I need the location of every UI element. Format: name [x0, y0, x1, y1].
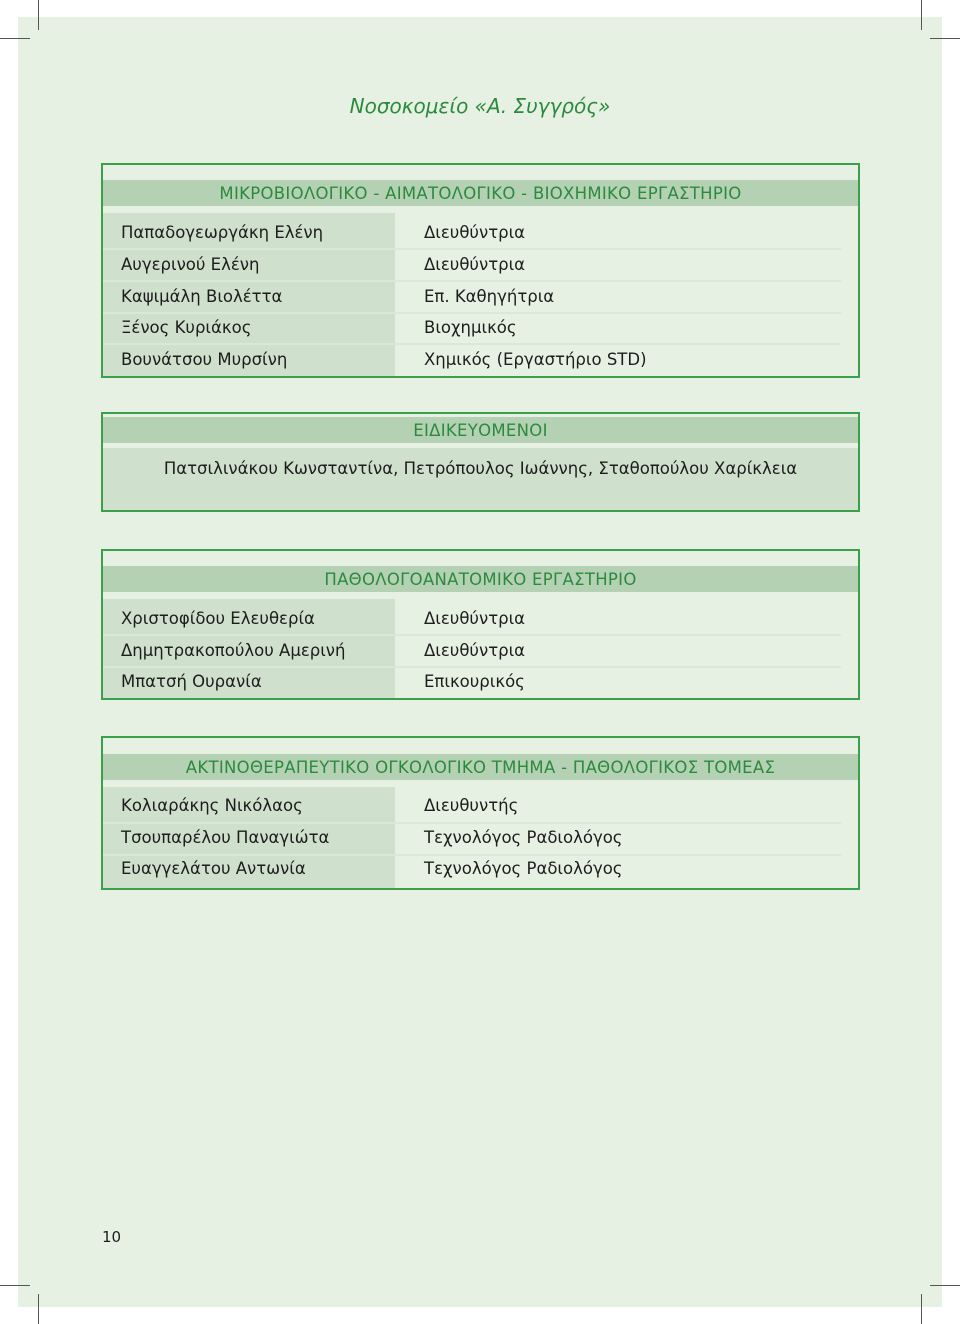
- staff-name: Καψιμάλη Βιολέττα: [121, 287, 283, 306]
- crop-mark: [930, 38, 960, 39]
- staff-role: Διευθύντρια: [424, 255, 526, 274]
- staff-name: Παπαδογεωργάκη Ελένη: [121, 223, 324, 242]
- crop-mark: [930, 1285, 960, 1286]
- staff-role: Βιοχημικός: [424, 318, 517, 337]
- staff-role: Επ. Καθηγήτρια: [424, 287, 555, 306]
- staff-role: Διευθύντρια: [424, 641, 526, 660]
- micro-lab-box: [101, 163, 860, 378]
- radiotherapy-dept-box: [101, 736, 860, 890]
- residents-box: [101, 412, 860, 512]
- staff-role: Διευθύντρια: [424, 223, 526, 242]
- staff-role: Τεχνολόγος Ραδιολόγος: [424, 859, 623, 878]
- staff-name: Ξένος Κυριάκος: [121, 318, 252, 337]
- staff-role: Διευθυντής: [424, 796, 519, 815]
- residents-header: ΕΙΔΙΚΕΥΟΜΕΝΟΙ: [103, 417, 858, 443]
- crop-mark: [0, 1285, 30, 1286]
- staff-name: Βουνάτσου Μυρσίνη: [121, 350, 288, 369]
- staff-name: Κολιαράκης Νικόλαος: [121, 796, 303, 815]
- page-title: Νοσοκομείο «Α. Συγγρός»: [349, 94, 611, 118]
- staff-role: Διευθύντρια: [424, 609, 526, 628]
- crop-mark: [921, 0, 922, 30]
- crop-mark: [921, 1294, 922, 1324]
- staff-role: Τεχνολόγος Ραδιολόγος: [424, 828, 623, 847]
- pathology-lab-box: [101, 549, 860, 700]
- staff-name: Ευαγγελάτου Αντωνία: [121, 859, 306, 878]
- staff-role: Χημικός (Εργαστήριο STD): [424, 350, 647, 369]
- pathology-lab-header: ΠΑΘΟΛΟΓΟΑΝΑΤΟΜΙΚΟ ΕΡΓΑΣΤΗΡΙΟ: [103, 566, 858, 592]
- micro-lab-header: ΜΙΚΡΟΒΙΟΛΟΓΙΚΟ - ΑΙΜΑΤΟΛΟΓΙΚΟ - ΒΙΟΧΗΜΙΚΟ ΕΡΓΑΣΤΗΡΙΟ: [103, 180, 858, 206]
- staff-name: Αυγερινού Ελένη: [121, 255, 260, 274]
- staff-role: Επικουρικός: [424, 672, 525, 691]
- staff-name: Χριστοφίδου Ελευθερία: [121, 609, 315, 628]
- crop-mark: [38, 0, 39, 30]
- crop-mark: [0, 38, 30, 39]
- staff-name: Δημητρακοπούλου Αμερινή: [121, 641, 346, 660]
- radiotherapy-dept-header: ΑΚΤΙΝΟΘΕΡΑΠΕΥΤΙΚΟ ΟΓΚΟΛΟΓΙΚΟ ΤΜΗΜΑ - ΠΑΘΟΛΟΓΙΚΟΣ ΤΟΜΕΑΣ: [103, 754, 858, 780]
- staff-name: Μπατσή Ουρανία: [121, 672, 262, 691]
- residents-names: Πατσιλινάκου Κωνσταντίνα, Πετρόπουλος Ιωάννης, Σταθοπούλου Χαρίκλεια: [163, 459, 798, 478]
- crop-mark: [38, 1294, 39, 1324]
- page-number: 10: [102, 1228, 122, 1246]
- staff-name: Τσουπαρέλου Παναγιώτα: [121, 828, 330, 847]
